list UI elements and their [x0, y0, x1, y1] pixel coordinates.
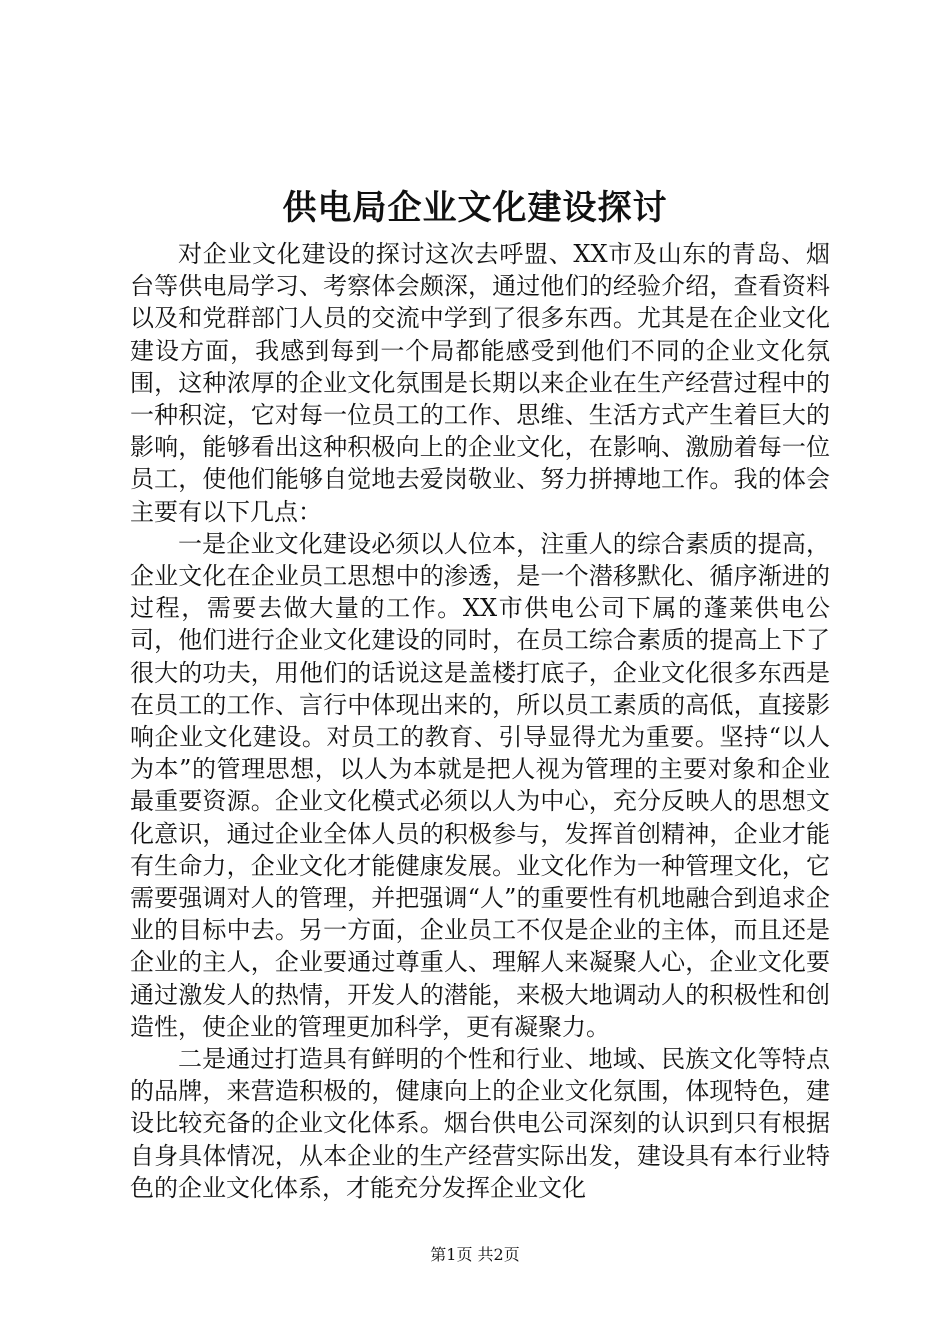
document-body [130, 238, 830, 1204]
document-title: 供电局企业文化建设探讨 [282, 188, 668, 228]
paragraph-point-two: 二是通过打造具有鲜明的个性和行业、地域、民族文化等特点的品牌，来营造积极的，健康向上的企业文化氛围，体现特色，建设比较充备的企业文化体系。烟台供电公司深刻的认识到只有根据自身具体情况，从本企业的生产经营实际出发，建设具有本行业特色的企业文化体系，才能充分发挥企业文化 [130, 1045, 830, 1202]
page-number-footer: 第1页 共2页 [430, 1245, 520, 1264]
paragraph-intro: 对企业文化建设的探讨这次去呼盟、XX市及山东的青岛、烟台等供电局学习、考察体会颇深，通过他们的经验介绍，查看资料以及和党群部门人员的交流中学到了很多东西。尤其是在企业文化建设方面，我感到每到一个局都能感受到他们不同的企业文化氛围，这种浓厚的企业文化氛围是长期以来企业在生产经营过程中的一种积淀，它对每一位员工的工作、思维、生活方式产生着巨大的影响，能够看出这种积极向上的企业文化，在影响、激励着每一位员工，使他们能够自觉地去爱岗敬业、努力拼搏地工作。我的体会主要有以下几点： [130, 240, 830, 526]
paragraph-point-one: 一是企业文化建设必须以人位本，注重人的综合素质的提高，企业文化在企业员工思想中的渗透，是一个潜移默化、循序渐进的过程，需要去做大量的工作。XX市供电公司下属的蓬莱供电公司，他们进行企业文化建设的同时，在员工综合素质的提高上下了很大的功夫，用他们的话说这是盖楼打底子，企业文化很多东西是在员工的工作、言行中体现出来的，所以员工素质的高低，直接影响企业文化建设。对员工的教育、引导显得尤为重要。坚持“以人为本”的管理思想，以人为本就是把人视为管理的主要对象和企业最重要资源。企业文化模式必须以人为中心，充分反映人的思想文化意识，通过企业全体人员的积极参与，发挥首创精神，企业才能有生命力，企业文化才能健康发展。业文化作为一种管理文化，它需要强调对人的管理，并把强调“人”的重要性有机地融合到追求企业的目标中去。另一方面，企业员工不仅是企业的主体，而且还是企业的主人，企业要通过尊重人、理解人来凝聚人心，企业文化要通过激发人的热情，开发人的潜能，来极大地调动人的积极性和创造性，使企业的管理更加科学，更有凝聚力。 [130, 529, 830, 1041]
